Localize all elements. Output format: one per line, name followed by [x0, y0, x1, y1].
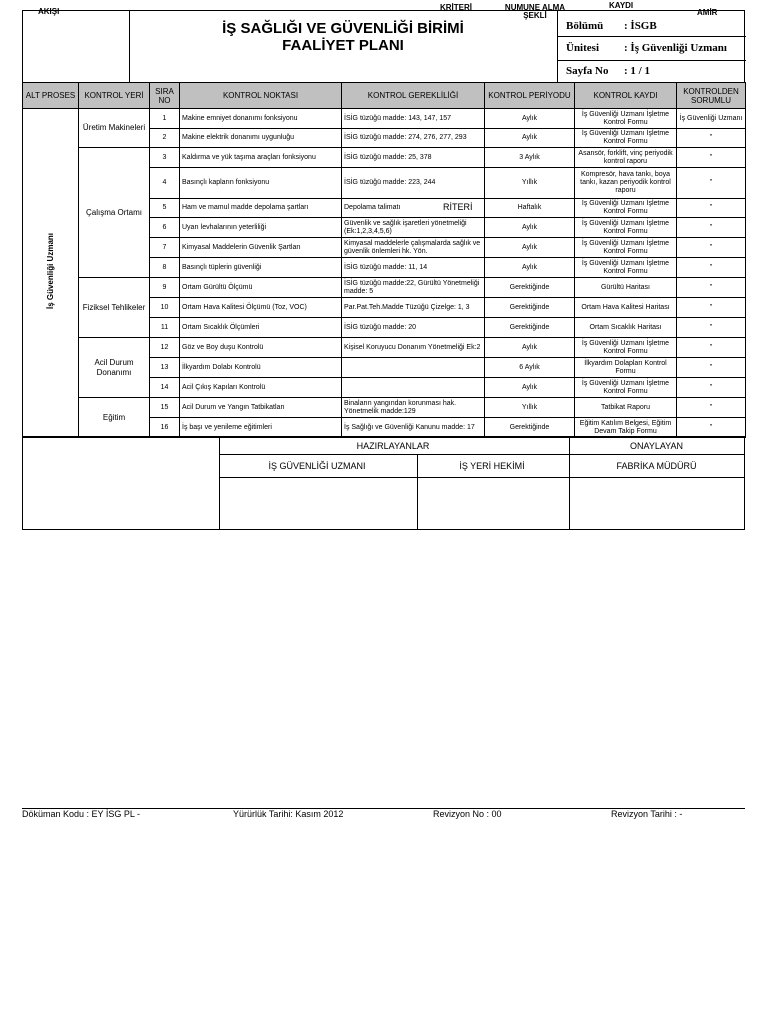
- kontrol-sorumlu-cell: ": [677, 168, 746, 199]
- kontrol-noktasi-cell: Kaldırma ve yük taşıma araçları fonksiyonu: [180, 148, 342, 168]
- kontrol-kaydi-cell: İş Güvenliği Uzmanı İşletme Kontrol Formu: [575, 238, 677, 258]
- kontrol-periyodu-cell: Aylık: [485, 258, 575, 278]
- table-row: [23, 338, 746, 358]
- kontrol-gerekliligi-cell: Depolama talimatı: [342, 199, 485, 218]
- ghost-akis: AKIŞI: [38, 7, 60, 16]
- column-header: KONTROLDEN SORUMLU: [677, 83, 746, 109]
- kontrol-periyodu-cell: Haftalık: [485, 199, 575, 218]
- kontrol-yeri-cell: Eğitim: [79, 398, 150, 438]
- kontrol-noktasi-cell: Ortam Gürültü Ölçümü: [180, 278, 342, 298]
- kontrol-periyodu-cell: Aylık: [485, 338, 575, 358]
- sira-no-cell: 14: [150, 378, 180, 398]
- sira-no-cell: 5: [150, 199, 180, 218]
- kontrol-noktasi-cell: Göz ve Boy duşu Kontrolü: [180, 338, 342, 358]
- sira-no-cell: 3: [150, 148, 180, 168]
- kontrol-kaydi-cell: İş Güvenliği Uzmanı İşletme Kontrol Formu: [575, 258, 677, 278]
- kontrol-kaydi-cell: Eğitim Katılım Belgesi, Eğitim Devam Takip Formu: [575, 418, 677, 438]
- kontrol-gerekliligi-cell: Güvenlik ve sağlık işaretleri yönetmeliği (Ek:1,2,3,4,5,6): [342, 218, 485, 238]
- kontrol-periyodu-cell: Aylık: [485, 218, 575, 238]
- doc-code: Döküman Kodu : EY İSG PL -: [22, 809, 141, 819]
- kontrol-gerekliligi-cell: Par.Pat.Teh.Madde Tüzüğü Çizelge: 1, 3: [342, 298, 485, 318]
- ghost-amir: AMİR: [697, 8, 718, 17]
- column-header: KONTROL GEREKLİLİĞİ: [342, 83, 485, 109]
- sira-no-cell: 6: [150, 218, 180, 238]
- alt-proses-cell: İş Güvenliği Uzmanı: [23, 109, 79, 438]
- kontrol-gerekliligi-cell: Kişisel Koruyucu Donanım Yönetmeliği Ek:2: [342, 338, 485, 358]
- column-header: SIRA NO: [150, 83, 180, 109]
- column-header: ALT PROSES: [23, 83, 79, 109]
- kontrol-noktasi-cell: Ortam Hava Kalitesi Ölçümü (Toz, VOC): [180, 298, 342, 318]
- kontrol-noktasi-cell: Basınçlı kapların fonksiyonu: [180, 168, 342, 199]
- kontrol-sorumlu-cell: ": [677, 258, 746, 278]
- meta-bolum: Bölümü : İSGB: [566, 20, 657, 32]
- kontrol-periyodu-cell: Gerektiğinde: [485, 318, 575, 338]
- kontrol-periyodu-cell: 3 Aylık: [485, 148, 575, 168]
- sira-no-cell: 7: [150, 238, 180, 258]
- revision-date: Revizyon Tarihi : -: [611, 809, 683, 819]
- kontrol-gerekliligi-cell: [342, 378, 485, 398]
- sira-no-cell: 15: [150, 398, 180, 418]
- kontrol-kaydi-cell: İş Güvenliği Uzmanı İşletme Kontrol Formu: [575, 218, 677, 238]
- table-row: [23, 278, 746, 298]
- sira-no-cell: 1: [150, 109, 180, 129]
- kontrol-periyodu-cell: Aylık: [485, 378, 575, 398]
- column-header: KONTROL PERİYODU: [485, 83, 575, 109]
- kontrol-noktasi-cell: Uyarı levhalarının yeterliliği: [180, 218, 342, 238]
- kontrol-noktasi-cell: İlkyardım Dolabı Kontrolü: [180, 358, 342, 378]
- kontrol-gerekliligi-cell: Binaların yangından korunması hak. Yönetmelik madde:129: [342, 398, 485, 418]
- kontrol-gerekliligi-cell: İSİG tüzüğü madde:22, Gürültü Yönetmeliği madde: 5: [342, 278, 485, 298]
- sira-no-cell: 9: [150, 278, 180, 298]
- hazirlayanlar-label: HAZIRLAYANLAR: [356, 441, 430, 451]
- sira-no-cell: 8: [150, 258, 180, 278]
- effective-date: Yürürlük Tarihi: Kasım 2012: [233, 809, 344, 819]
- hekim-label: İŞ YERİ HEKİMİ: [459, 461, 525, 471]
- kontrol-sorumlu-cell: ": [677, 338, 746, 358]
- kontrol-sorumlu-cell: ": [677, 398, 746, 418]
- meta-sayfa: Sayfa No : 1 / 1: [566, 65, 650, 77]
- kontrol-sorumlu-cell: ": [677, 378, 746, 398]
- kontrol-yeri-cell: Fiziksel Tehlikeler: [79, 278, 150, 338]
- kontrol-kaydi-cell: İş Güvenliği Uzmanı İşletme Kontrol Formu: [575, 338, 677, 358]
- kontrol-noktasi-cell: Makine emniyet donanımı fonksiyonu: [180, 109, 342, 129]
- kontrol-sorumlu-cell: ": [677, 278, 746, 298]
- kontrol-gerekliligi-cell: [342, 358, 485, 378]
- kontrol-gerekliligi-cell: İSİG tüzüğü madde: 11, 14: [342, 258, 485, 278]
- kontrol-sorumlu-cell: ": [677, 148, 746, 168]
- kontrol-gerekliligi-cell: İSİG tüzüğü madde: 25, 378: [342, 148, 485, 168]
- kontrol-noktasi-cell: Makine elektrik donanımı uygunluğu: [180, 129, 342, 148]
- sira-no-cell: 13: [150, 358, 180, 378]
- ghost-kaydi: KAYDI: [609, 1, 634, 10]
- kontrol-yeri-cell: Acil Durum Donanımı: [79, 338, 150, 398]
- kontrol-gerekliligi-cell: İSİG tüzüğü madde: 223, 244: [342, 168, 485, 199]
- column-header: KONTROL NOKTASI: [180, 83, 342, 109]
- kontrol-gerekliligi-cell: İSİG tüzüğü madde: 274, 276, 277, 293: [342, 129, 485, 148]
- sira-no-cell: 2: [150, 129, 180, 148]
- kontrol-sorumlu-cell: ": [677, 298, 746, 318]
- kontrol-sorumlu-cell: İş Güvenliği Uzmanı: [677, 109, 746, 129]
- table-row: [23, 148, 746, 168]
- uzman-label: İŞ GÜVENLİĞİ UZMANI: [268, 461, 366, 471]
- control-table: [22, 82, 746, 438]
- kontrol-kaydi-cell: Kompresör, hava tankı, boya tankı, kazan periyodik kontrol raporu: [575, 168, 677, 199]
- kontrol-kaydi-cell: Tatbikat Raporu: [575, 398, 677, 418]
- kontrol-yeri-cell: Çalışma Ortamı: [79, 148, 150, 278]
- kontrol-yeri-cell: Üretim Makineleri: [79, 109, 150, 148]
- kontrol-kaydi-cell: Ortam Sıcaklık Haritası: [575, 318, 677, 338]
- kontrol-noktasi-cell: Acil Durum ve Yangın Tatbikatları: [180, 398, 342, 418]
- kontrol-sorumlu-cell: ": [677, 418, 746, 438]
- kontrol-periyodu-cell: 6 Aylık: [485, 358, 575, 378]
- table-row: [23, 109, 746, 129]
- kontrol-kaydi-cell: İlkyardım Dolapları Kontrol Formu: [575, 358, 677, 378]
- kontrol-kaydi-cell: İş Güvenliği Uzmanı İşletme Kontrol Formu: [575, 199, 677, 218]
- ghost-kriteri: KRİTERİ: [440, 3, 472, 12]
- kontrol-noktasi-cell: Basınçlı tüplerin güvenliği: [180, 258, 342, 278]
- mudur-label: FABRİKA MÜDÜRÜ: [616, 461, 697, 471]
- kontrol-noktasi-cell: Kimyasal Maddelerin Güvenlik Şartları: [180, 238, 342, 258]
- kontrol-gerekliligi-cell: İSİG tüzüğü madde: 143, 147, 157: [342, 109, 485, 129]
- kontrol-sorumlu-cell: ": [677, 318, 746, 338]
- kontrol-sorumlu-cell: ": [677, 358, 746, 378]
- kontrol-sorumlu-cell: ": [677, 129, 746, 148]
- meta-unite: Ünitesi : İş Güvenliği Uzmanı: [566, 42, 727, 54]
- kontrol-gerekliligi-cell: Kimyasal maddelerle çalışmalarda sağlık ve güvenlik önlemleri hk. Yön.: [342, 238, 485, 258]
- kontrol-periyodu-cell: Gerektiğinde: [485, 298, 575, 318]
- column-header: KONTROL KAYDI: [575, 83, 677, 109]
- sira-no-cell: 4: [150, 168, 180, 199]
- kontrol-gerekliligi-cell: İş Sağlığı ve Güvenliği Kanunu madde: 17: [342, 418, 485, 438]
- ghost-numune: NUMUNE ALMA ŞEKLİ: [504, 3, 566, 20]
- kontrol-periyodu-cell: Gerektiğinde: [485, 278, 575, 298]
- table-header-row: [23, 83, 746, 109]
- kontrol-kaydi-cell: Ortam Hava Kalitesi Haritası: [575, 298, 677, 318]
- kontrol-kaydi-cell: Gürültü Haritası: [575, 278, 677, 298]
- column-header: KONTROL YERİ: [79, 83, 150, 109]
- kontrol-noktasi-cell: Acil Çıkış Kapıları Kontrolü: [180, 378, 342, 398]
- kontrol-noktasi-cell: İş başı ve yenileme eğitimleri: [180, 418, 342, 438]
- kontrol-sorumlu-cell: ": [677, 238, 746, 258]
- table-row: [23, 398, 746, 418]
- stray-text: RİTERİ: [443, 202, 473, 212]
- kontrol-gerekliligi-cell: İSİG tüzüğü madde: 20: [342, 318, 485, 338]
- sira-no-cell: 16: [150, 418, 180, 438]
- kontrol-kaydi-cell: İş Güvenliği Uzmanı İşletme Kontrol Formu: [575, 378, 677, 398]
- sira-no-cell: 11: [150, 318, 180, 338]
- kontrol-sorumlu-cell: ": [677, 218, 746, 238]
- sira-no-cell: 12: [150, 338, 180, 358]
- kontrol-noktasi-cell: Ham ve mamul madde depolama şartları: [180, 199, 342, 218]
- kontrol-noktasi-cell: Ortam Sıcaklık Ölçümleri: [180, 318, 342, 338]
- kontrol-periyodu-cell: Gerektiğinde: [485, 418, 575, 438]
- kontrol-sorumlu-cell: ": [677, 199, 746, 218]
- kontrol-kaydi-cell: Asansör, forklift, vinç periyodik kontrol raporu: [575, 148, 677, 168]
- revision-no: Revizyon No : 00: [433, 809, 502, 819]
- kontrol-periyodu-cell: Yıllık: [485, 398, 575, 418]
- kontrol-periyodu-cell: Aylık: [485, 238, 575, 258]
- kontrol-kaydi-cell: İş Güvenliği Uzmanı İşletme Kontrol Formu: [575, 109, 677, 129]
- sira-no-cell: 10: [150, 298, 180, 318]
- kontrol-periyodu-cell: Yıllık: [485, 168, 575, 199]
- onaylayan-label: ONAYLAYAN: [629, 441, 683, 451]
- kontrol-periyodu-cell: Aylık: [485, 109, 575, 129]
- page-title: İŞ SAĞLIĞI VE GÜVENLİĞİ BİRİMİ FAALİYET PLANI: [222, 20, 464, 54]
- kontrol-kaydi-cell: İş Güvenliği Uzmanı İşletme Kontrol Formu: [575, 129, 677, 148]
- kontrol-periyodu-cell: Aylık: [485, 129, 575, 148]
